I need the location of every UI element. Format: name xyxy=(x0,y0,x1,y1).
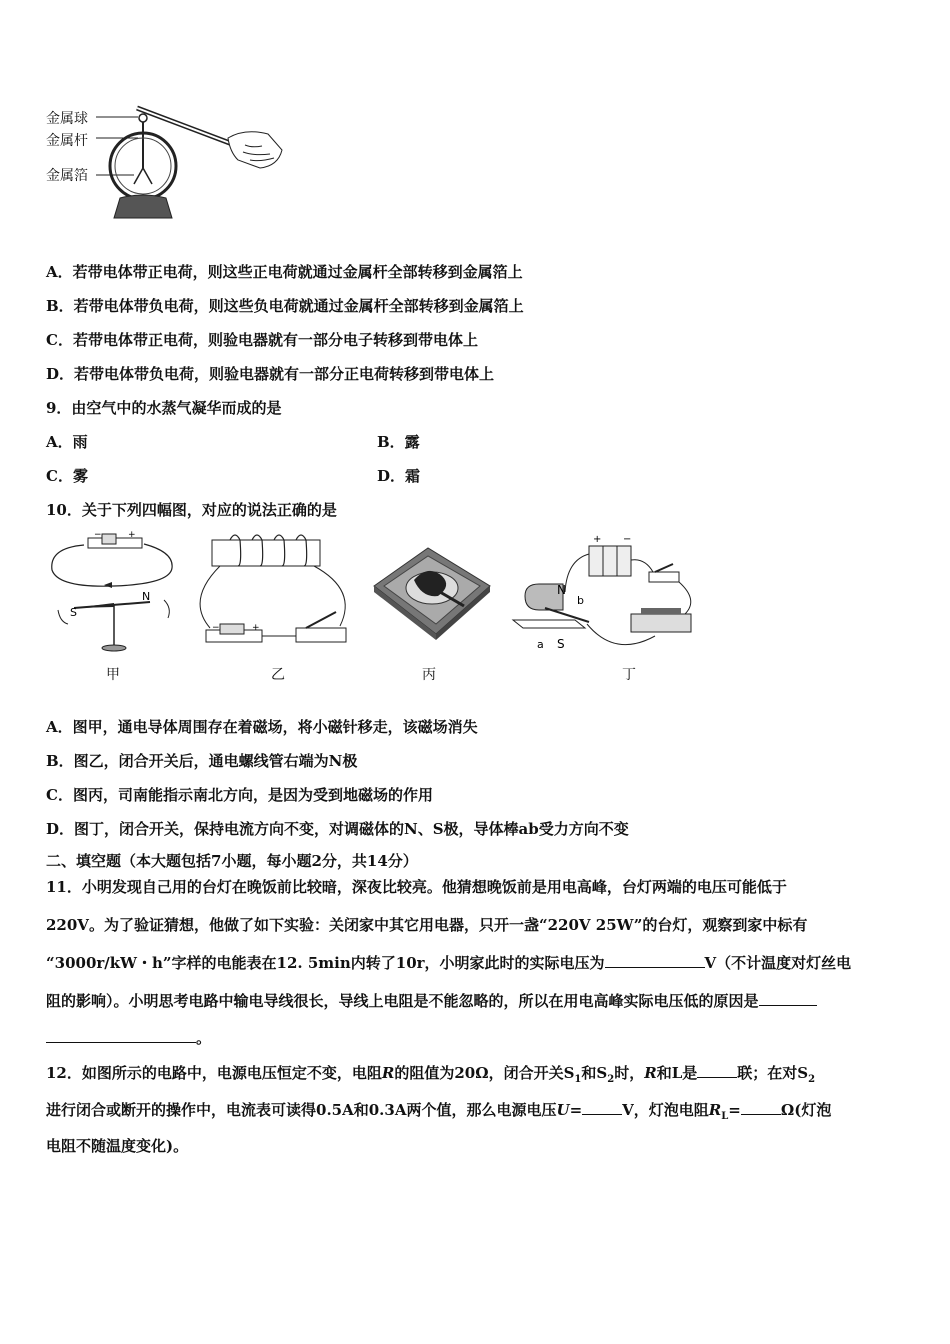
ding-a-label: a xyxy=(537,638,544,651)
q12-connection-blank[interactable] xyxy=(697,1062,737,1078)
q11-line5-text: 。 xyxy=(196,1029,212,1047)
fig-label-jia: 甲 xyxy=(106,667,120,683)
q9-option-d: D．霜 xyxy=(377,467,421,485)
ding-s-pole: S xyxy=(557,637,565,651)
label-metal-rod: 金属杆 xyxy=(46,133,88,149)
q12-line1-b: 的阻值为20Ω，闭合开关S xyxy=(394,1064,575,1082)
q11-line1: 11．小明发现自己用的台灯在晚饭前比较暗，深夜比较亮。他猜想晚饭前是用电高峰，台灯两端的电压可能低于 xyxy=(46,878,787,896)
q8-option-b: B．若带电体带负电荷，则这些负电荷就通过金属杆全部转移到金属箔上 xyxy=(46,297,524,315)
q11-line5 xyxy=(46,1027,211,1048)
q12-rl-symbol: R xyxy=(708,1101,722,1119)
q12-line1-a: 12．如图所示的电路中，电源电压恒定不变，电阻 xyxy=(46,1064,382,1082)
label-metal-ball: 金属球 xyxy=(46,111,88,127)
q8-option-c: C．若带电体带正电荷，则验电器就有一部分电子转移到带电体上 xyxy=(46,331,478,349)
q10-figure-ding xyxy=(505,530,705,660)
q11-voltage-blank[interactable] xyxy=(605,952,705,968)
q11-line3-b: V（不计温度对灯丝电 xyxy=(704,954,852,972)
ding-n-pole: N xyxy=(557,583,566,597)
q9-option-a: A．雨 xyxy=(46,433,88,451)
q12-line1-d: 时， xyxy=(614,1064,645,1082)
ding-b-label: b xyxy=(577,594,584,607)
q10-option-d: D．图丁，闭合开关，保持电流方向不变，对调磁体的N、S极，导体棒ab受力方向不变 xyxy=(46,820,629,838)
q12-resistance-blank[interactable] xyxy=(741,1099,781,1115)
q8-option-d: D．若带电体带负电荷，则验电器就有一部分正电荷转移到带电体上 xyxy=(46,365,495,383)
q12-line1-c: 和S xyxy=(581,1064,608,1082)
jia-n-pole: N xyxy=(142,590,151,603)
q12-r-symbol-2: R xyxy=(644,1064,657,1082)
q12-r-symbol: R xyxy=(381,1064,395,1082)
jia-minus: − xyxy=(94,530,102,540)
q12-line1-f: 联；在对S xyxy=(737,1064,809,1082)
ding-minus: − xyxy=(623,534,632,545)
q11-line3 xyxy=(46,952,851,973)
q11-line4 xyxy=(46,990,817,1011)
q11-line4-text: 阻的影响）。小明思考电路中输电导线很长，导线上电阻是不能忽略的，所以在用电高峰实际电压低的原因是 xyxy=(46,992,759,1010)
q12-line2-a: 进行闭合或断开的操作中，电流表可读得0.5A和0.3A两个值，那么电源电压 xyxy=(46,1101,557,1119)
q11-line2: 220V。为了验证猜想，他做了如下实验：关闭家中其它用电器，只开一盏“220V 25W”的台灯，观察到家中标有 xyxy=(46,916,808,934)
q11-reason-blank-2[interactable] xyxy=(46,1027,196,1043)
q10-figure-yi xyxy=(190,530,360,660)
q8-option-a: A．若带电体带正电荷，则这些正电荷就通过金属杆全部转移到金属箔上 xyxy=(46,263,523,281)
q12-s1-sub: 1 xyxy=(574,1074,582,1085)
q11-line3-a: “3000r/kW・h”字样的电能表在12. 5min内转了10r，小明家此时的实际电压为 xyxy=(46,954,605,972)
q12-s2-sub: 2 xyxy=(607,1074,615,1085)
q12-line1 xyxy=(46,1062,815,1090)
q12-u-symbol: U xyxy=(556,1101,570,1119)
q10-figure-jia xyxy=(44,530,184,660)
fig-label-bing: 丙 xyxy=(422,667,436,683)
q12-voltage-blank[interactable] xyxy=(582,1099,622,1115)
q12-line2 xyxy=(46,1099,831,1127)
q12-line2-c: V，灯泡电阻 xyxy=(622,1101,709,1119)
q12-line2-b: = xyxy=(569,1101,583,1119)
q10-option-b: B．图乙，闭合开关后，通电螺线管右端为N极 xyxy=(46,752,358,770)
label-metal-foil: 金属箔 xyxy=(46,168,88,184)
jia-plus: + xyxy=(128,530,136,540)
q12-rl-sub: L xyxy=(721,1111,729,1122)
q12-line2-d: = xyxy=(728,1101,741,1119)
q9-stem: 9．由空气中的水蒸气凝华而成的是 xyxy=(46,399,282,417)
q12-s2-sub-2: 2 xyxy=(808,1074,816,1085)
yi-minus: − xyxy=(212,623,220,633)
jia-s-pole: S xyxy=(70,606,77,619)
q10-stem: 10．关于下列四幅图，对应的说法正确的是 xyxy=(46,501,337,519)
q12-line2-e: Ω(灯泡 xyxy=(780,1101,832,1119)
q9-option-b: B．露 xyxy=(377,433,420,451)
q10-figure-bing xyxy=(366,536,496,646)
fig-label-ding: 丁 xyxy=(622,667,636,683)
q9-option-c: C．雾 xyxy=(46,467,88,485)
q10-option-c: C．图丙，司南能指示南北方向，是因为受到地磁场的作用 xyxy=(46,786,433,804)
fig-label-yi: 乙 xyxy=(271,667,285,683)
ding-plus: + xyxy=(593,534,602,545)
section2-title: 二、填空题（本大题包括7小题，每小题2分，共14分） xyxy=(46,852,418,870)
q10-option-a: A．图甲，通电导体周围存在着磁场，将小磁针移走，该磁场消失 xyxy=(46,718,478,736)
yi-plus: + xyxy=(252,623,260,633)
q12-line1-e: 和L是 xyxy=(656,1064,698,1082)
q12-line3: 电阻不随温度变化)。 xyxy=(46,1137,189,1155)
q11-reason-blank-1[interactable] xyxy=(759,990,817,1006)
